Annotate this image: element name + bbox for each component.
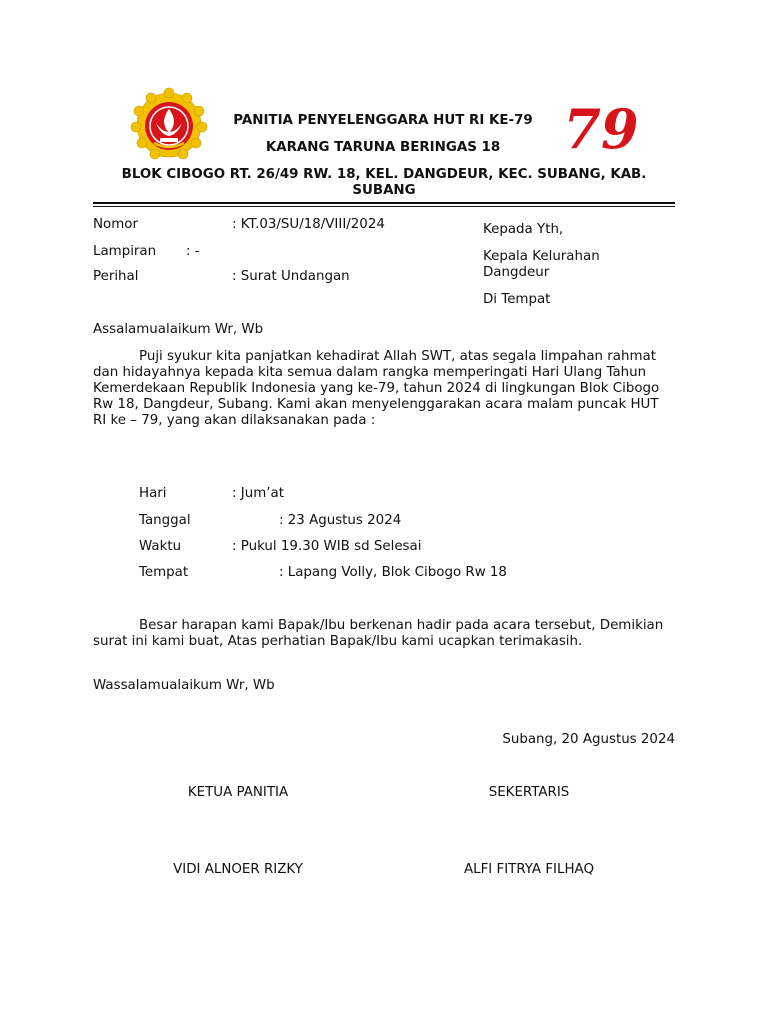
body-paragraph-2: Besar harapan kami Bapak/Ibu berkenan hadir pada acara tersebut, Demikian surat ini kami buat, Atas perhatian Bapak/Ibu kami ucapkan terimakasih. bbox=[93, 618, 664, 649]
tanggal-label: Tanggal bbox=[139, 513, 191, 528]
recipient-block bbox=[483, 222, 633, 307]
lampiran-label: Lampiran bbox=[93, 244, 157, 259]
waktu-value: : Pukul 19.30 WIB sd Selesai bbox=[232, 539, 422, 554]
name-ketua-panitia: VIDI ALNOER RIZKY bbox=[173, 862, 303, 877]
tempat-label: Tempat bbox=[139, 565, 189, 580]
name-sekertaris: ALFI FITRYA FILHAQ bbox=[463, 862, 594, 877]
waktu-label: Waktu bbox=[139, 539, 182, 554]
lampiran-value: : - bbox=[186, 244, 200, 259]
perihal-value: : Surat Undangan bbox=[232, 269, 350, 284]
header-title: PANITIA PENYELENGGARA HUT RI KE-79 bbox=[233, 113, 533, 128]
perihal-label: Perihal bbox=[93, 269, 139, 284]
role-sekertaris: SEKERTARIS bbox=[488, 785, 570, 800]
nomor-label: Nomor bbox=[93, 217, 138, 232]
tempat-value: : Lapang Volly, Blok Cibogo Rw 18 bbox=[279, 565, 507, 580]
closing: Wassalamualaikum Wr, Wb bbox=[93, 678, 275, 693]
place-date: Subang, 20 Agustus 2024 bbox=[502, 732, 675, 747]
header-rule-thick bbox=[93, 202, 675, 204]
recipient-line1: Kepada Yth, bbox=[483, 222, 564, 237]
hari-label: Hari bbox=[139, 486, 167, 501]
recipient-line3: Di Tempat bbox=[483, 292, 551, 307]
logo-79-text: 79 bbox=[563, 97, 639, 161]
hari-value: : Jum’at bbox=[232, 486, 284, 501]
greeting: Assalamualaikum Wr, Wb bbox=[93, 322, 264, 337]
header-address-line1: BLOK CIBOGO RT. 26/49 RW. 18, KEL. DANGDEUR, KEC. SUBANG, KAB. bbox=[121, 167, 647, 182]
body-paragraph-1: Puji syukur kita panjatkan kehadirat Allah SWT, atas segala limpahan rahmat dan hidayahnya kepada kita semua dalam rangka memperingati Hari Ulang Tahun Kemerdekaan Republik Indonesia yang ke-79, tahun 2024 di lingkungan Blok Cibogo Rw 18, Dangdeur, Subang. Kami akan menyelenggarakan acara malam puncak HUT RI ke – 79, yang akan dilaksanakan pada : bbox=[93, 349, 660, 428]
recipient-line2: Kepala Kelurahan Dangdeur bbox=[483, 249, 600, 280]
tanggal-value: : 23 Agustus 2024 bbox=[279, 513, 402, 528]
header-subtitle: KARANG TARUNA BERINGAS 18 bbox=[265, 140, 501, 155]
header-rule-thin bbox=[93, 206, 675, 207]
nomor-value: : KT.03/SU/18/VIII/2024 bbox=[232, 217, 385, 232]
header-address-line2: SUBANG bbox=[352, 183, 416, 198]
header-address bbox=[93, 167, 675, 199]
role-ketua-panitia: KETUA PANITIA bbox=[187, 785, 289, 800]
